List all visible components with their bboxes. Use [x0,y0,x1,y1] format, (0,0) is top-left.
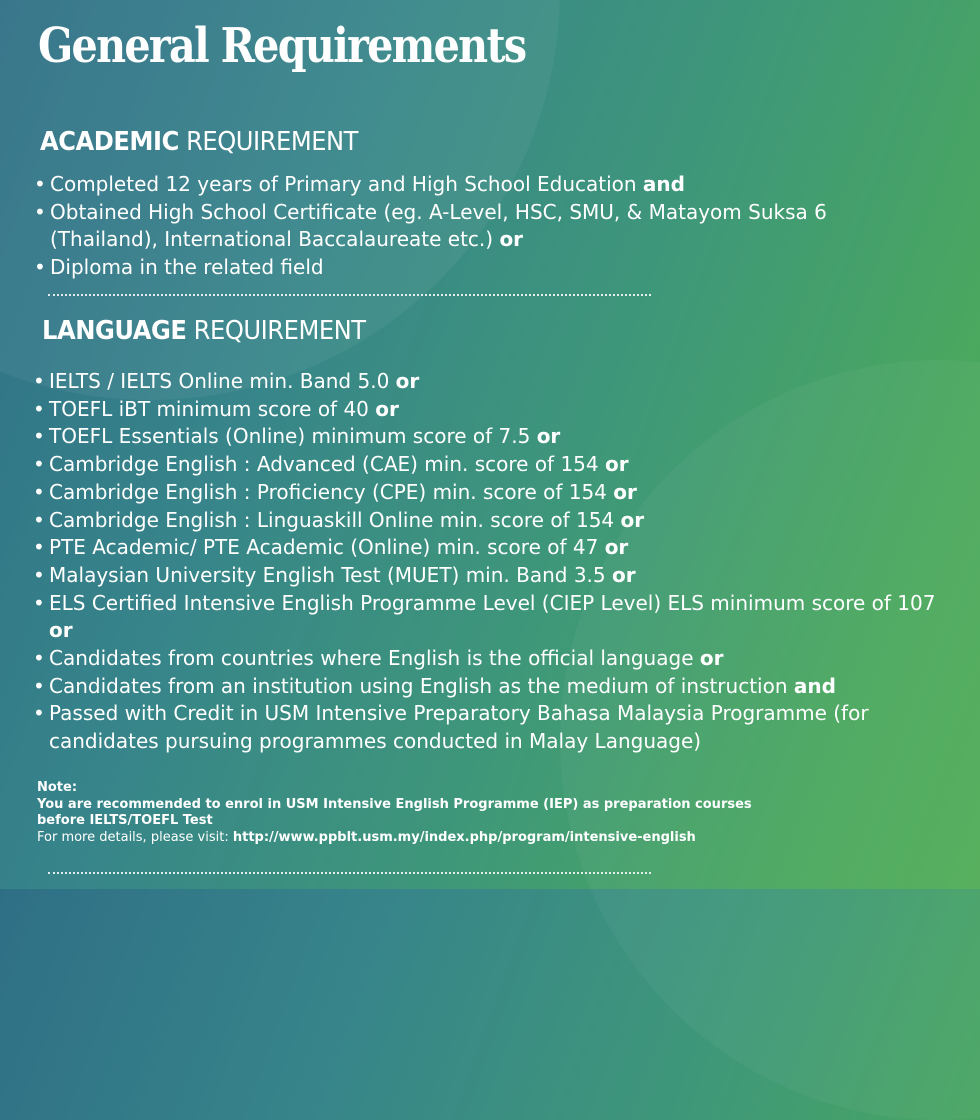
details-link[interactable]: http://www.ppblt.usm.my/index.php/program/intensive-english [232,829,696,845]
academic-heading-rest: REQUIREMENT [186,127,358,157]
item-text: Obtained High School Certificate (eg. A-Level, HSC, SMU, & Matayom Suksa 6 (Thailand), International Baccalaureate etc.) [50,199,827,252]
item-connector: or [604,535,629,560]
dotted-divider [48,294,651,296]
item-text: PTE Academic/ PTE Academic (Online) min. score of 47 [49,535,605,560]
list-item [33,534,958,562]
language-requirement-list [33,368,958,756]
list-item [33,562,958,590]
item-connector: and [793,673,836,698]
item-text: Cambridge English : Advanced (CAE) min. score of 154 [49,452,605,477]
item-text: TOEFL iBT minimum score of 40 [49,396,376,421]
item-connector: or [536,424,561,449]
item-text: Candidates from countries where English is the official language [49,646,700,671]
item-connector: or [395,369,420,393]
list-item [34,254,934,282]
dotted-divider [48,872,651,874]
language-heading-bold: LANGUAGE [42,316,187,346]
item-connector: or [699,646,724,671]
item-connector: or [375,396,399,421]
list-item [33,590,958,645]
page-title: General Requirements [38,18,526,74]
list-item [33,673,958,701]
list-item [33,700,958,755]
list-item [34,199,934,254]
academic-heading-bold: ACADEMIC [40,127,179,157]
language-requirement-heading [42,316,366,346]
item-text: Diploma in the related field [50,255,324,280]
list-item [33,396,958,424]
item-text: Passed with Credit in USM Intensive Preparatory Bahasa Malaysia Programme (for candidates pursuing programmes conducted in Malay Language) [49,701,869,754]
note-line-1: You are recommended to enrol in USM Intensive English Programme (IEP) as preparation courses [37,796,752,812]
academic-requirement-heading [40,127,358,157]
item-text: Cambridge English : Proficiency (CPE) min. score of 154 [49,479,614,504]
list-item [34,171,934,199]
item-text: Candidates from an institution using English as the medium of instruction [49,673,794,698]
list-item [33,368,958,396]
note-block [37,780,752,846]
item-connector: or [605,452,629,477]
item-text: ELS Certified Intensive English Programme Level (CIEP Level) ELS minimum score of 107 [49,590,936,615]
note-line-2: before IELTS/TOEFL Test [37,813,213,828]
item-connector: or [613,479,637,504]
note-label: Note: [37,780,78,795]
language-heading-rest: REQUIREMENT [193,316,366,346]
academic-requirement-list [34,171,934,282]
list-item [33,645,958,673]
item-text: Cambridge English : Linguaskill Online min. score of 154 [49,507,621,532]
list-item [33,479,958,507]
details-prefix: For more details, please visit: [37,829,233,845]
item-connector: or [49,618,73,643]
item-text: Malaysian University English Test (MUET) min. Band 3.5 [49,562,612,587]
list-item [33,423,958,451]
item-connector: and [642,172,685,196]
item-connector: or [620,507,645,532]
list-item [33,451,958,479]
note-details [37,830,752,847]
item-connector: or [612,562,636,587]
item-connector: or [499,227,524,252]
list-item [33,507,958,535]
item-text: TOEFL Essentials (Online) minimum score of 7.5 [49,424,537,449]
item-text: IELTS / IELTS Online min. Band 5.0 [49,369,396,393]
item-text: Completed 12 years of Primary and High School Education [50,172,643,196]
